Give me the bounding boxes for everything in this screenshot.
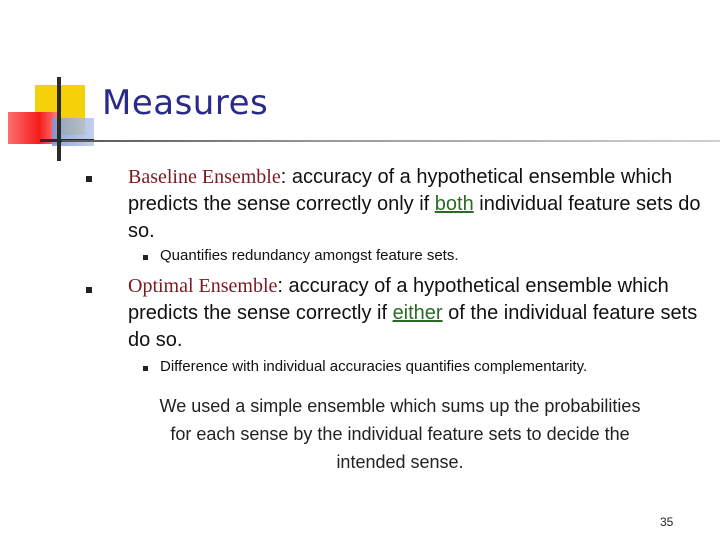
sub-bullet-square-icon (143, 255, 148, 260)
page-number: 35 (660, 515, 674, 529)
bullet-text-after: of the individual feature sets do so. (128, 302, 698, 351)
bullet-square-icon (86, 176, 92, 182)
title-underline (62, 140, 720, 142)
highlight-both: both (434, 193, 474, 215)
term-colon: : (280, 166, 292, 188)
highlight-either: either (392, 302, 443, 324)
bullet-optimal-ensemble (128, 273, 708, 354)
bullet-text-before: accuracy of a hypothetical ensemble which predicts the sense correctly only if (128, 166, 673, 215)
term-colon: : (277, 275, 289, 297)
bullet-text-before: accuracy of a hypothetical ensemble which predicts the sense correctly if (128, 275, 669, 324)
sub-bullet-redundancy: Quantifies redundancy amongst feature sets. (160, 247, 459, 264)
bullet-text-after: individual feature sets do so. (128, 193, 701, 242)
term-optimal-ensemble: Optimal Ensemble (128, 275, 278, 297)
sub-bullet-square-icon (143, 366, 148, 371)
bullet-square-icon (86, 287, 92, 293)
logo-vertical-line (57, 77, 61, 161)
term-baseline-ensemble: Baseline Ensemble (128, 166, 281, 188)
sub-bullet-complementarity: Difference with individual accuracies quantifies complementarity. (160, 358, 588, 375)
ensemble-note: We used a simple ensemble which sums up the probabilities for each sense by the individual feature sets to decide the intended sense. (159, 396, 641, 472)
slide-title: Measures (102, 83, 269, 123)
bullet-baseline-ensemble (128, 164, 708, 245)
